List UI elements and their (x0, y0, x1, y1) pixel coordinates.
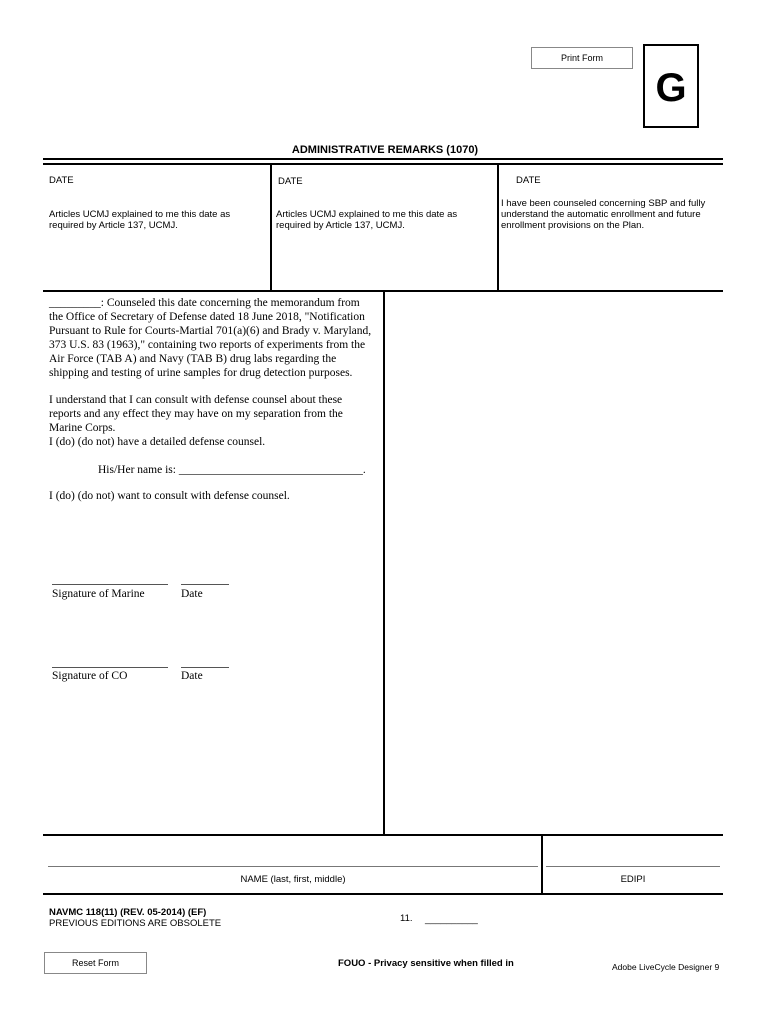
print-form-button[interactable]: Print Form (531, 47, 633, 69)
signature-co-date-label: Date (181, 670, 203, 682)
counsel-name-blank[interactable]: ________________________________. (178, 464, 366, 476)
edipi-field-label: EDIPI (620, 874, 646, 885)
ucmj-text-2: Articles UCMJ explained to me this date as required by Article 137, UCMJ. (276, 209, 458, 231)
page-letter: G (643, 44, 699, 128)
detailed-counsel-line: I (do) (do not) have a detailed defense counsel. (49, 436, 266, 448)
form-id: NAVMC 118(11) (REV. 05-2014) (EF) (49, 907, 207, 918)
reset-form-button[interactable]: Reset Form (44, 952, 147, 974)
item-number-blank[interactable]: __________ (425, 914, 478, 925)
previous-editions-note: PREVIOUS EDITIONS ARE OBSOLETE (49, 918, 222, 929)
signature-co-label: Signature of CO (52, 670, 128, 682)
item-number: 11. (400, 913, 413, 924)
name-field-label: NAME (last, first, middle) (240, 874, 346, 885)
counseling-paragraph (49, 296, 375, 380)
ucmj-text-1: Articles UCMJ explained to me this date as required by Article 137, UCMJ. (49, 209, 231, 231)
designer-credit: Adobe LiveCycle Designer 9 (612, 962, 720, 972)
date-label-1: DATE (49, 175, 74, 186)
sbp-text: I have been counseled concerning SBP and fully understand the automatic enrollment and future enrollment provisions on the Plan. (501, 198, 706, 231)
want-consult-line: I (do) (do not) want to consult with defense counsel. (49, 490, 290, 502)
date-label-3: DATE (516, 175, 541, 186)
counseling-date-blank: _________ (49, 297, 101, 309)
form-title: ADMINISTRATIVE REMARKS (1070) (291, 144, 479, 156)
counsel-name-line (98, 463, 378, 477)
signature-marine-date-label: Date (181, 588, 203, 600)
signature-marine-label: Signature of Marine (52, 588, 145, 600)
consult-paragraph: I understand that I can consult with defense counsel about these reports and any effect they may have on my separation from the Marine Corps. (49, 394, 343, 434)
fouo-notice: FOUO - Privacy sensitive when filled in (338, 958, 514, 969)
date-label-2: DATE (278, 176, 303, 187)
counsel-name-label: His/Her name is: (98, 464, 176, 476)
counseling-text: : Counseled this date concerning the memorandum from the Office of Secretary of Defense dated 18 June 2018, "Notification Pursuant to Rule for Courts-Martial 701(a)(6) and Brady v. Maryland, 373 U.S. 83 (1963)," containing two reports of experiments from the Air Force (TAB A) and Navy (TAB B) drug labs regarding the shipping and testing of urine samples for drug detection purposes. (49, 297, 372, 379)
